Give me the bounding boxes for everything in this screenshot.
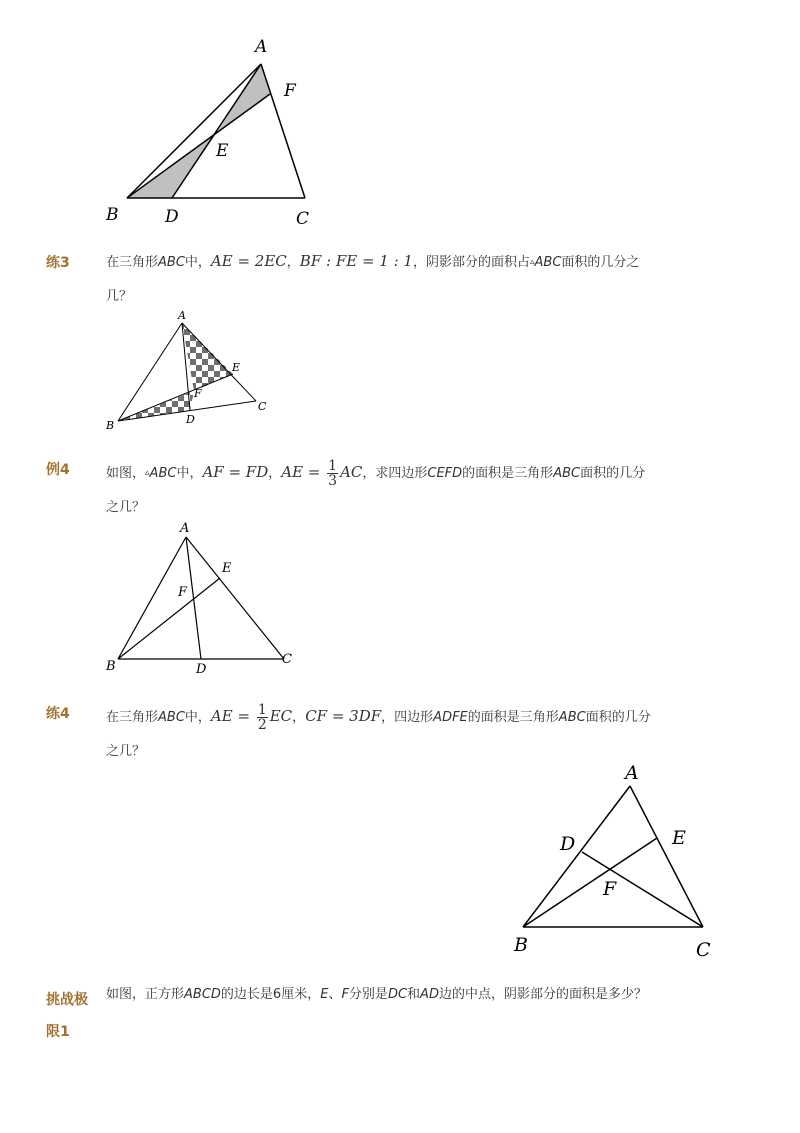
text-seg: ABC: [158, 255, 185, 270]
text-seg: 中，: [184, 710, 211, 725]
figure-triangle-practice4: [510, 758, 730, 968]
text-seg: ABC: [558, 710, 586, 725]
label-c: C: [282, 652, 292, 667]
checker-region-upper: [182, 323, 233, 391]
text-seg: 在三角形: [106, 255, 159, 270]
fraction: [257, 703, 268, 732]
fraction-numerator: 1: [328, 458, 338, 474]
label-c: C: [258, 400, 267, 413]
segment-bf: [127, 94, 270, 198]
side-ab: [127, 64, 261, 198]
text-seg: 中，: [176, 466, 203, 481]
segment-be: [118, 578, 220, 659]
side-ab: [523, 786, 630, 927]
fraction-denominator: 3: [328, 473, 338, 489]
label-d: D: [196, 662, 207, 677]
text-seg: 的面积是三角形: [467, 710, 559, 725]
text-seg: AD: [420, 987, 439, 1002]
label-line: 挑战极: [46, 992, 88, 1008]
triangle-symbol: ▵: [529, 257, 535, 267]
text-seg: CEFD: [427, 466, 463, 481]
text-seg: ADFE: [433, 710, 468, 725]
label-a: A: [178, 309, 186, 322]
example4-label: 例4: [46, 462, 70, 478]
label-a: A: [180, 521, 190, 536]
text-seg: 的边长是6厘米，: [220, 987, 321, 1002]
triangle-symbol: ▵: [145, 468, 150, 478]
side-ac: [186, 537, 284, 659]
label-e: E: [232, 361, 241, 374]
text-seg: 几？: [106, 289, 133, 304]
equation: AC: [340, 463, 363, 481]
text-seg: 之几？: [106, 744, 146, 759]
text-seg: 的面积是三角形: [462, 466, 554, 481]
label-line: 限1: [46, 1024, 70, 1040]
label-b: B: [106, 205, 119, 225]
text-seg: ，四边形: [381, 710, 434, 725]
segment-be: [523, 838, 657, 927]
challenge1-text: [106, 978, 726, 1012]
segment-ad: [186, 537, 201, 659]
label-d: D: [165, 207, 179, 227]
label-f: F: [178, 585, 188, 600]
label-c: C: [296, 209, 310, 229]
side-ac: [261, 64, 305, 198]
text-seg: ABC: [149, 466, 177, 481]
text-seg: ，: [292, 710, 306, 725]
equation: EC: [269, 707, 293, 725]
fraction-denominator: 2: [257, 717, 267, 733]
side-ac: [630, 786, 703, 927]
fraction: [327, 459, 338, 488]
label-e: E: [216, 141, 229, 161]
label-c: C: [696, 939, 711, 961]
practice3-label: 练3: [46, 255, 70, 271]
equation: AE =: [210, 707, 255, 725]
text-seg: ABCD: [184, 987, 221, 1002]
label-b: B: [106, 419, 115, 432]
text-seg: ABC: [158, 710, 185, 725]
text-seg: 和: [407, 987, 421, 1002]
text-seg: 如图，正方形: [106, 987, 185, 1002]
label-f: F: [603, 878, 617, 900]
text-seg: ，: [268, 466, 282, 481]
text-seg: 中，: [184, 255, 211, 270]
text-seg: 边的中点，阴影部分的面积是多少？: [438, 987, 647, 1002]
label-d: D: [186, 413, 195, 426]
label-d: D: [560, 833, 576, 855]
text-seg: 之几？: [106, 500, 146, 515]
text-seg: ，阴影部分的面积占: [412, 255, 530, 270]
label-b: B: [514, 934, 528, 956]
figure-triangle-practice3: [100, 305, 280, 435]
label-b: B: [106, 659, 116, 674]
text-seg: ABC: [534, 255, 562, 270]
practice4-label: 练4: [46, 706, 70, 722]
text-seg: 面积的几分之: [561, 255, 640, 270]
text-seg: 、: [328, 987, 342, 1002]
text-seg: 在三角形: [106, 710, 159, 725]
fraction-numerator: 1: [257, 702, 267, 718]
text-seg: ，: [286, 255, 300, 270]
equation: BF : FE = 1 : 1: [299, 252, 413, 270]
practice3-text: [106, 244, 726, 314]
text-seg: 分别是: [348, 987, 388, 1002]
text-seg: ABC: [553, 466, 581, 481]
label-f: F: [194, 387, 202, 400]
text-seg: 面积的几分: [585, 710, 651, 725]
figure-triangle-1: [100, 30, 340, 230]
text-seg: F: [341, 987, 349, 1002]
label-e: E: [222, 561, 232, 576]
label-e: E: [672, 827, 686, 849]
side-ab: [118, 537, 186, 659]
challenge1-label: [46, 984, 88, 1048]
equation: AE = 2EC: [210, 252, 287, 270]
text-seg: E: [320, 987, 329, 1002]
label-a: A: [255, 37, 268, 57]
text-seg: 面积的几分: [580, 466, 646, 481]
equation: AF = FD: [202, 463, 269, 481]
label-f: F: [284, 81, 296, 101]
text-seg: DC: [387, 987, 408, 1002]
text-seg: 如图，: [106, 466, 146, 481]
segment-ad: [172, 64, 261, 198]
equation: CF = 3DF: [305, 707, 382, 725]
text-seg: ，求四边形: [362, 466, 428, 481]
equation: AE =: [281, 463, 326, 481]
figure-triangle-example4: [100, 515, 310, 680]
label-a: A: [625, 762, 639, 784]
segment-be: [118, 374, 233, 421]
segment-cd: [582, 852, 703, 927]
